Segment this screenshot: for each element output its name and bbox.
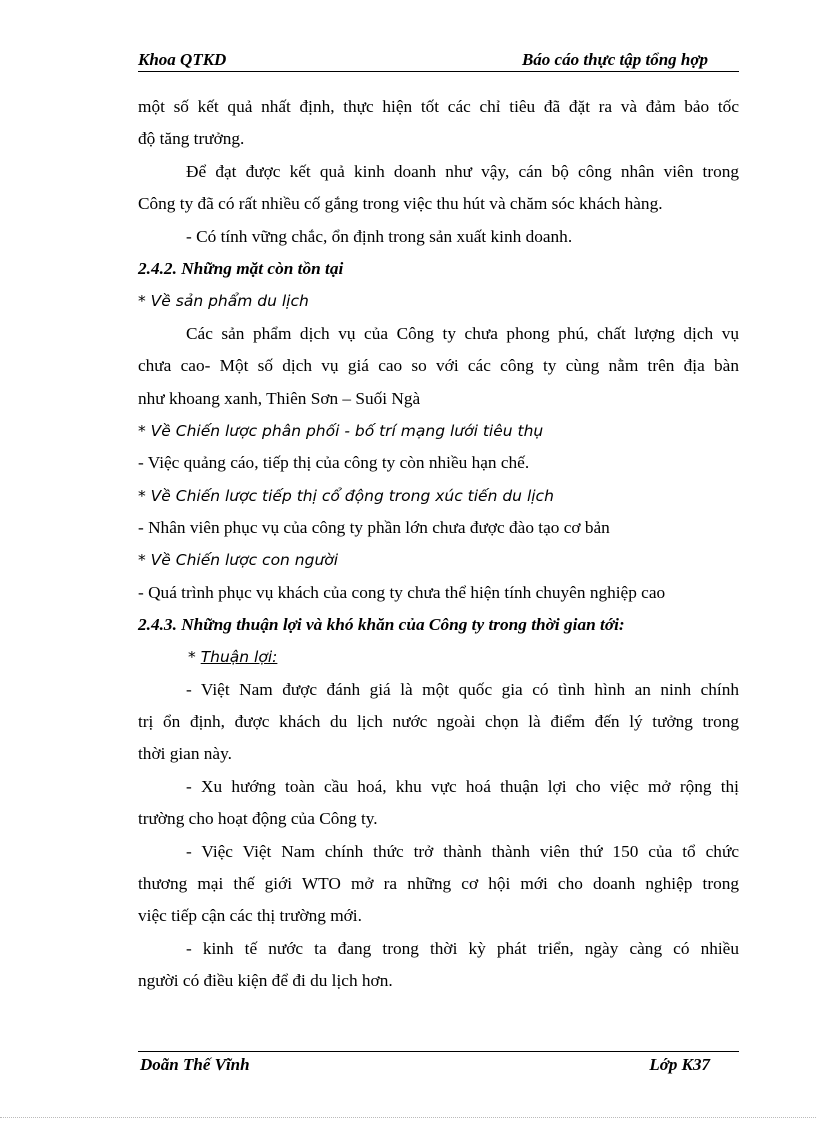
subsection-label: * Về Chiến lược con người — [138, 551, 339, 569]
paragraph-line: - Việt Nam được đánh giá là một quốc gia có tình hình an ninh chính — [186, 680, 739, 699]
page-edge-divider — [0, 1117, 816, 1118]
paragraph-line: - Nhân viên phục vụ của công ty phần lớn chưa được đào tạo cơ bản — [138, 518, 610, 537]
advantages-label — [188, 642, 739, 672]
paragraph-line: trường cho hoạt động của Công ty. — [138, 809, 378, 828]
paragraph-line: trị ổn định, được khách du lịch nước ngoài chọn là điểm đến lý tưởng trong — [138, 712, 739, 731]
paragraph-line: - Việc quảng cáo, tiếp thị của công ty còn nhiều hạn chế. — [138, 453, 530, 472]
paragraph-line: chưa cao- Một số dịch vụ giá cao so với các công ty cùng nằm trên địa bàn — [138, 356, 739, 375]
footer-author: Doãn Thế Vĩnh — [140, 1055, 250, 1074]
page-header — [138, 50, 738, 72]
paragraph-line: người có điều kiện để đi du lịch hơn. — [138, 971, 393, 990]
header-faculty: Khoa QTKD — [138, 50, 227, 69]
advantages-title: Thuận lợi: — [200, 648, 278, 666]
subsection-label: * Về Chiến lược tiếp thị cổ động trong xúc tiến du lịch — [138, 487, 554, 505]
subsection-label: * Về Chiến lược phân phối - bố trí mạng lưới tiêu thụ — [138, 422, 544, 440]
paragraph-line: một số kết quả nhất định, thực hiện tốt các chỉ tiêu đã đặt ra và đảm bảo tốc — [138, 97, 739, 116]
header-rule — [138, 71, 739, 72]
paragraph-line: thương mại thế giới WTO mở ra những cơ hội mới cho doanh nghiệp trong — [138, 874, 739, 893]
paragraph-line: - kinh tế nước ta đang trong thời kỳ phát triển, ngày càng có nhiều — [186, 939, 739, 958]
paragraph-line: - Có tính vững chắc, ổn định trong sản xuất kinh doanh. — [186, 227, 573, 246]
paragraph-line: - Quá trình phục vụ khách của cong ty chưa thể hiện tính chuyên nghiệp cao — [138, 583, 666, 602]
paragraph-line: Các sản phẩm dịch vụ của Công ty chưa phong phú, chất lượng dịch vụ — [186, 324, 739, 343]
paragraph-line: thời gian này. — [138, 744, 232, 763]
section-heading-2-4-3: 2.4.3. Những thuận lợi và khó khăn của Công ty trong thời gian tới: — [138, 615, 625, 634]
subsection-label: * Về sản phẩm du lịch — [138, 292, 309, 310]
paragraph-line: Để đạt được kết quả kinh doanh như vậy, cán bộ công nhân viên trong — [186, 162, 739, 181]
paragraph-line: độ tăng trưởng. — [138, 129, 245, 148]
section-heading-2-4-2: 2.4.2. Những mặt còn tồn tại — [138, 259, 344, 278]
paragraph-line: - Xu hướng toàn cầu hoá, khu vực hoá thuận lợi cho việc mở rộng thị — [186, 777, 739, 796]
paragraph-line: - Việc Việt Nam chính thức trở thành thành viên thứ 150 của tổ chức — [186, 842, 739, 861]
footer-rule — [138, 1051, 739, 1052]
paragraph-line: việc tiếp cận các thị trường mới. — [138, 906, 362, 925]
paragraph-line: như khoang xanh, Thiên Sơn – Suối Ngà — [138, 389, 421, 408]
paragraph-line: Công ty đã có rất nhiều cố gắng trong việc thu hút và chăm sóc khách hàng. — [138, 194, 663, 213]
footer-class: Lớp K37 — [649, 1055, 710, 1074]
advantages-bullet: * — [188, 648, 201, 666]
header-report-title: Báo cáo thực tập tổng hợp — [521, 50, 708, 69]
page-footer — [140, 1055, 738, 1077]
